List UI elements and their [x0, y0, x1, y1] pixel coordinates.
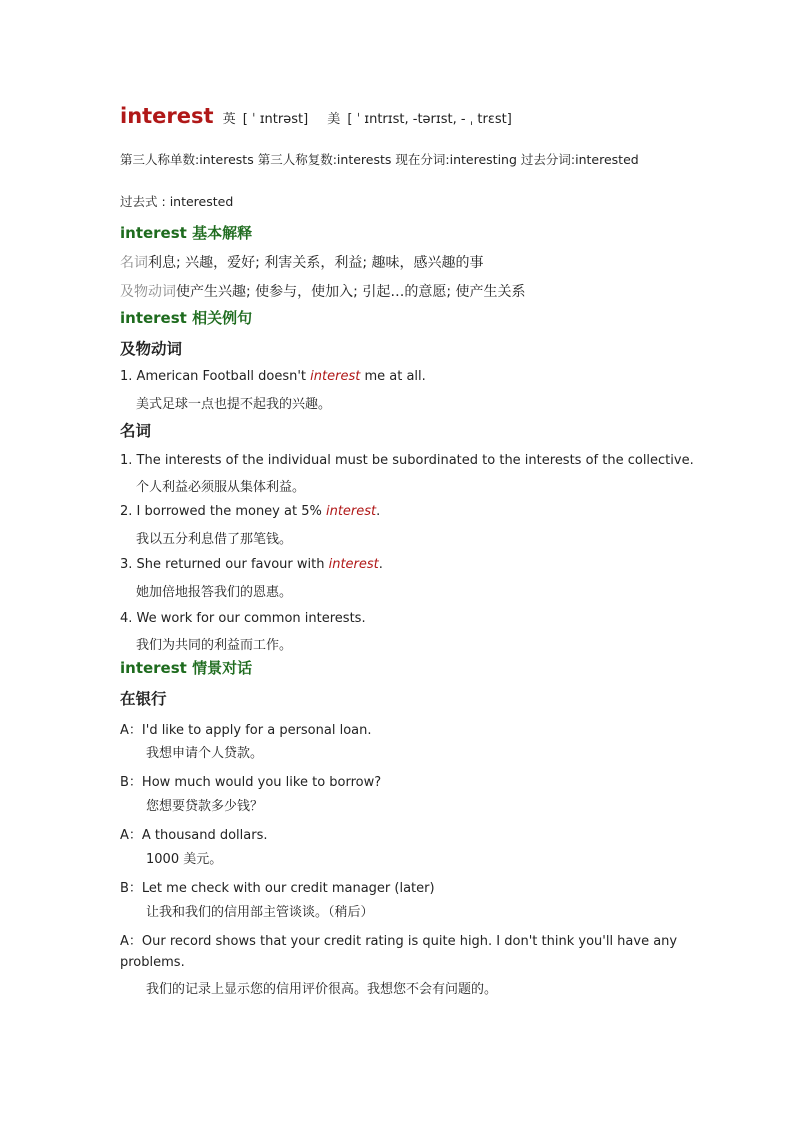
section-keyword: interest [120, 309, 187, 327]
dialog-line [120, 930, 677, 949]
section-title-basic [120, 222, 252, 243]
definition-text: 利息; 兴趣，爱好; 利害关系，利益; 趣味，感兴趣的事 [148, 255, 484, 271]
highlighted-word: interest [325, 504, 377, 519]
dialog-translation: 我想申请个人贷款。 [146, 746, 264, 761]
example-number: 4. [120, 611, 133, 626]
example-number: 3. [120, 557, 133, 572]
word-forms-line-1: 第三人称单数:interests 第三人称复数:interests 现在分词:interesting 过去分词:interested [120, 152, 639, 167]
example-translation: 我们为共同的利益而工作。 [136, 638, 293, 653]
example-text: I borrowed the money at 5% [136, 504, 326, 519]
form-label: 现在分词 [395, 152, 446, 167]
headword-line [120, 104, 512, 128]
dialog-line [120, 771, 381, 790]
example-text: The interests of the individual must be subordinated to the interests of the collective. [136, 453, 694, 468]
speaker: A： [120, 934, 142, 949]
pron-us: [ ˈ ɪntrɪst, -tərɪst, - ˌ trɛst] [347, 112, 512, 127]
example-number: 1. [120, 453, 133, 468]
example-text: American Football doesn't [136, 369, 311, 384]
form-value: interesting [449, 152, 517, 167]
highlighted-word: interest [310, 369, 361, 384]
dialog-text: I'd like to apply for a personal loan. [141, 723, 372, 738]
word-forms-line-2: 过去式 : interested [120, 194, 234, 209]
dialog-text: How much would you like to borrow? [141, 775, 382, 790]
example-translation: 个人利益必须服从集体利益。 [136, 480, 306, 495]
definition-text: 使产生兴趣; 使参与，使加入; 引起…的意愿; 使产生关系 [176, 284, 526, 300]
example-translation: 美式足球一点也提不起我的兴趣。 [136, 397, 332, 412]
dialog-line [120, 877, 435, 896]
dialog-text: Our record shows that your credit rating is quite high. I don't think you'll have any [141, 934, 678, 949]
example-group-label: 及物动词 [120, 340, 183, 358]
pron-uk-label: 英 [222, 112, 236, 127]
example-sentence [120, 369, 426, 384]
dialog-translation: 我们的记录上显示您的信用评价很高。我想您不会有问题的。 [146, 982, 498, 997]
example-text: . [378, 557, 383, 572]
speaker: B： [120, 775, 142, 790]
speaker: A： [120, 723, 142, 738]
definition-noun [120, 252, 484, 272]
form-value: interested [575, 152, 639, 167]
dialog-text: A thousand dollars. [141, 828, 268, 843]
speaker: A： [120, 828, 142, 843]
highlighted-word: interest [328, 557, 379, 572]
headword: interest [120, 104, 214, 128]
example-translation: 我以五分利息借了那笔钱。 [136, 532, 293, 547]
form-value: interests [336, 152, 392, 167]
form-value: interests [199, 152, 254, 167]
section-title-examples [120, 307, 252, 328]
example-number: 2. [120, 504, 133, 519]
dialog-line [120, 824, 267, 843]
example-number: 1. [120, 369, 133, 384]
example-translation: 她加倍地报答我们的恩惠。 [136, 585, 293, 600]
example-sentence [120, 504, 380, 519]
pos-label: 名词 [120, 255, 148, 271]
dialog-translation: 让我和我们的信用部主管谈谈。（稍后） [146, 905, 374, 920]
dialog-text: Let me check with our credit manager (later) [141, 881, 435, 896]
form-label: 第三人称复数 [257, 152, 333, 167]
pron-uk: [ ˈ ɪntrəst] [242, 112, 309, 127]
section-label: 基本解释 [192, 224, 253, 242]
section-keyword: interest [120, 224, 187, 242]
pos-label: 及物动词 [120, 284, 176, 300]
form-label: 过去式 [120, 194, 158, 209]
definition-verb [120, 281, 526, 301]
dialog-translation: 1000 美元。 [146, 852, 223, 867]
section-title-dialog [120, 657, 252, 678]
dialog-translation: 您想要贷款多少钱？ [146, 799, 264, 814]
example-sentence [120, 453, 694, 468]
section-keyword: interest [120, 659, 187, 677]
section-label: 相关例句 [192, 309, 253, 327]
example-text: We work for our common interests. [136, 611, 366, 626]
example-text: me at all. [360, 369, 426, 384]
section-label: 情景对话 [192, 659, 253, 677]
form-label: 过去分词 [520, 152, 571, 167]
example-group-label: 名词 [120, 422, 152, 440]
pron-us-label: 美 [327, 112, 341, 127]
example-text: She returned our favour with [136, 557, 329, 572]
example-sentence [120, 611, 366, 626]
example-sentence [120, 557, 383, 572]
example-text: . [376, 504, 381, 519]
dialog-line [120, 719, 372, 738]
speaker: B： [120, 881, 142, 896]
dialog-scene: 在银行 [120, 690, 167, 708]
form-label: 第三人称单数 [120, 152, 196, 167]
form-value: interested [169, 194, 234, 209]
dialog-line-continued: problems. [120, 955, 185, 970]
